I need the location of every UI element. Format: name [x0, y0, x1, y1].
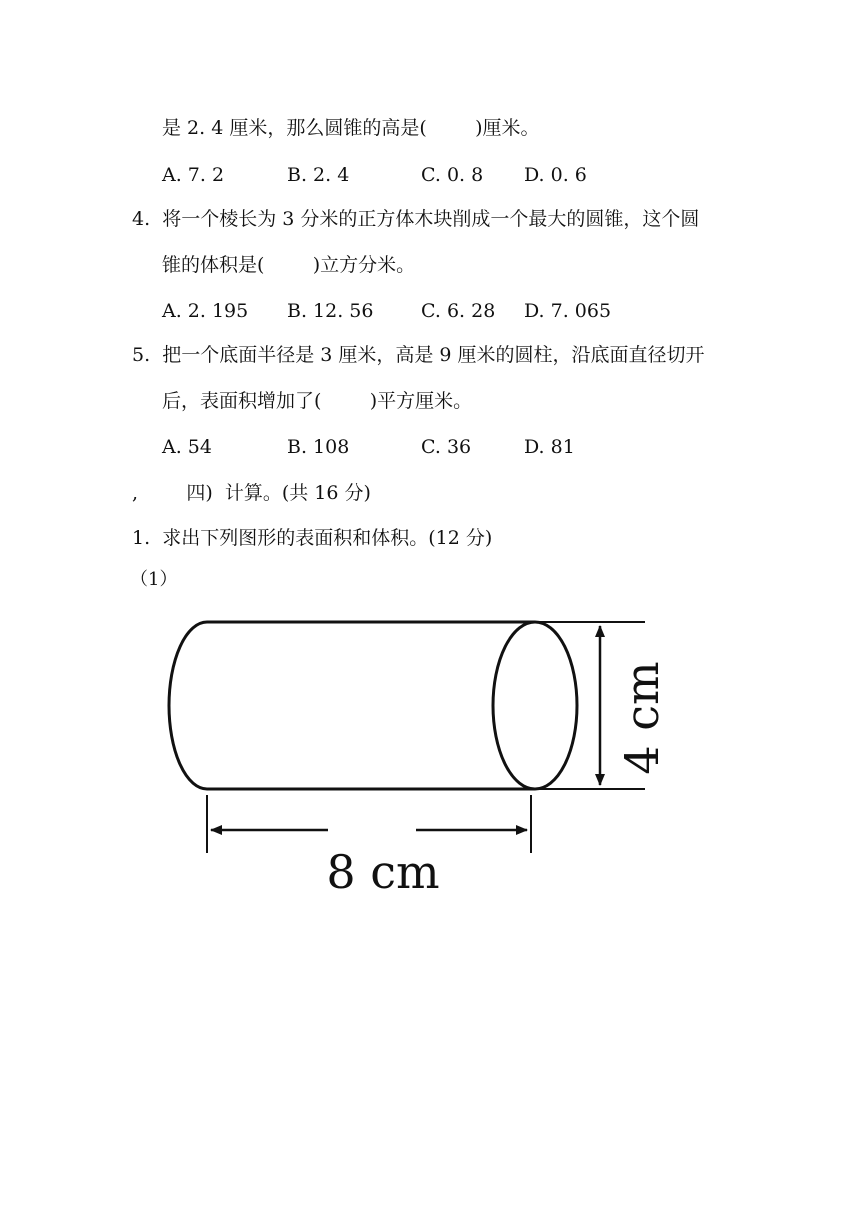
- q5-option-a: A. 54: [162, 436, 212, 458]
- q5-option-b: B. 108: [287, 436, 350, 458]
- q5-line-2: 后，表面积增加了( )平方厘米。: [162, 390, 473, 412]
- q3-continuation: 是 2. 4 厘米，那么圆锥的高是( )厘米。: [162, 117, 540, 139]
- q4-option-a: A. 2. 195: [162, 300, 249, 322]
- q5-line-1: 5. 把一个底面半径是 3 厘米，高是 9 厘米的圆柱，沿底面直径切开: [132, 344, 705, 366]
- cylinder-right-face: [493, 622, 577, 789]
- length-label: 8 cm: [326, 845, 440, 899]
- q5-option-c: C. 36: [421, 436, 472, 458]
- q4-option-d: D. 7. 065: [524, 300, 612, 322]
- q3-option-a: A. 7. 2: [162, 164, 225, 186]
- calc-1-sub-label: （1）: [130, 569, 178, 590]
- diameter-label: 4 cm: [615, 661, 669, 775]
- cylinder-left-end: [169, 622, 207, 789]
- q3-option-b: B. 2. 4: [287, 164, 350, 186]
- calc-1-prompt: 1. 求出下列图形的表面积和体积。(12 分): [132, 527, 493, 549]
- section-heading: , 四) 计算。(共 16 分): [132, 482, 371, 504]
- q4-line-1: 4. 将一个棱长为 3 分米的正方体木块削成一个最大的圆锥，这个圆: [132, 208, 700, 230]
- q5-option-d: D. 81: [524, 436, 575, 458]
- q4-option-c: C. 6. 28: [421, 300, 496, 322]
- q3-option-c: C. 0. 8: [421, 164, 484, 186]
- q4-option-b: B. 12. 56: [287, 300, 374, 322]
- q3-option-d: D. 0. 6: [524, 164, 587, 186]
- q4-line-2: 锥的体积是( )立方分米。: [162, 254, 416, 276]
